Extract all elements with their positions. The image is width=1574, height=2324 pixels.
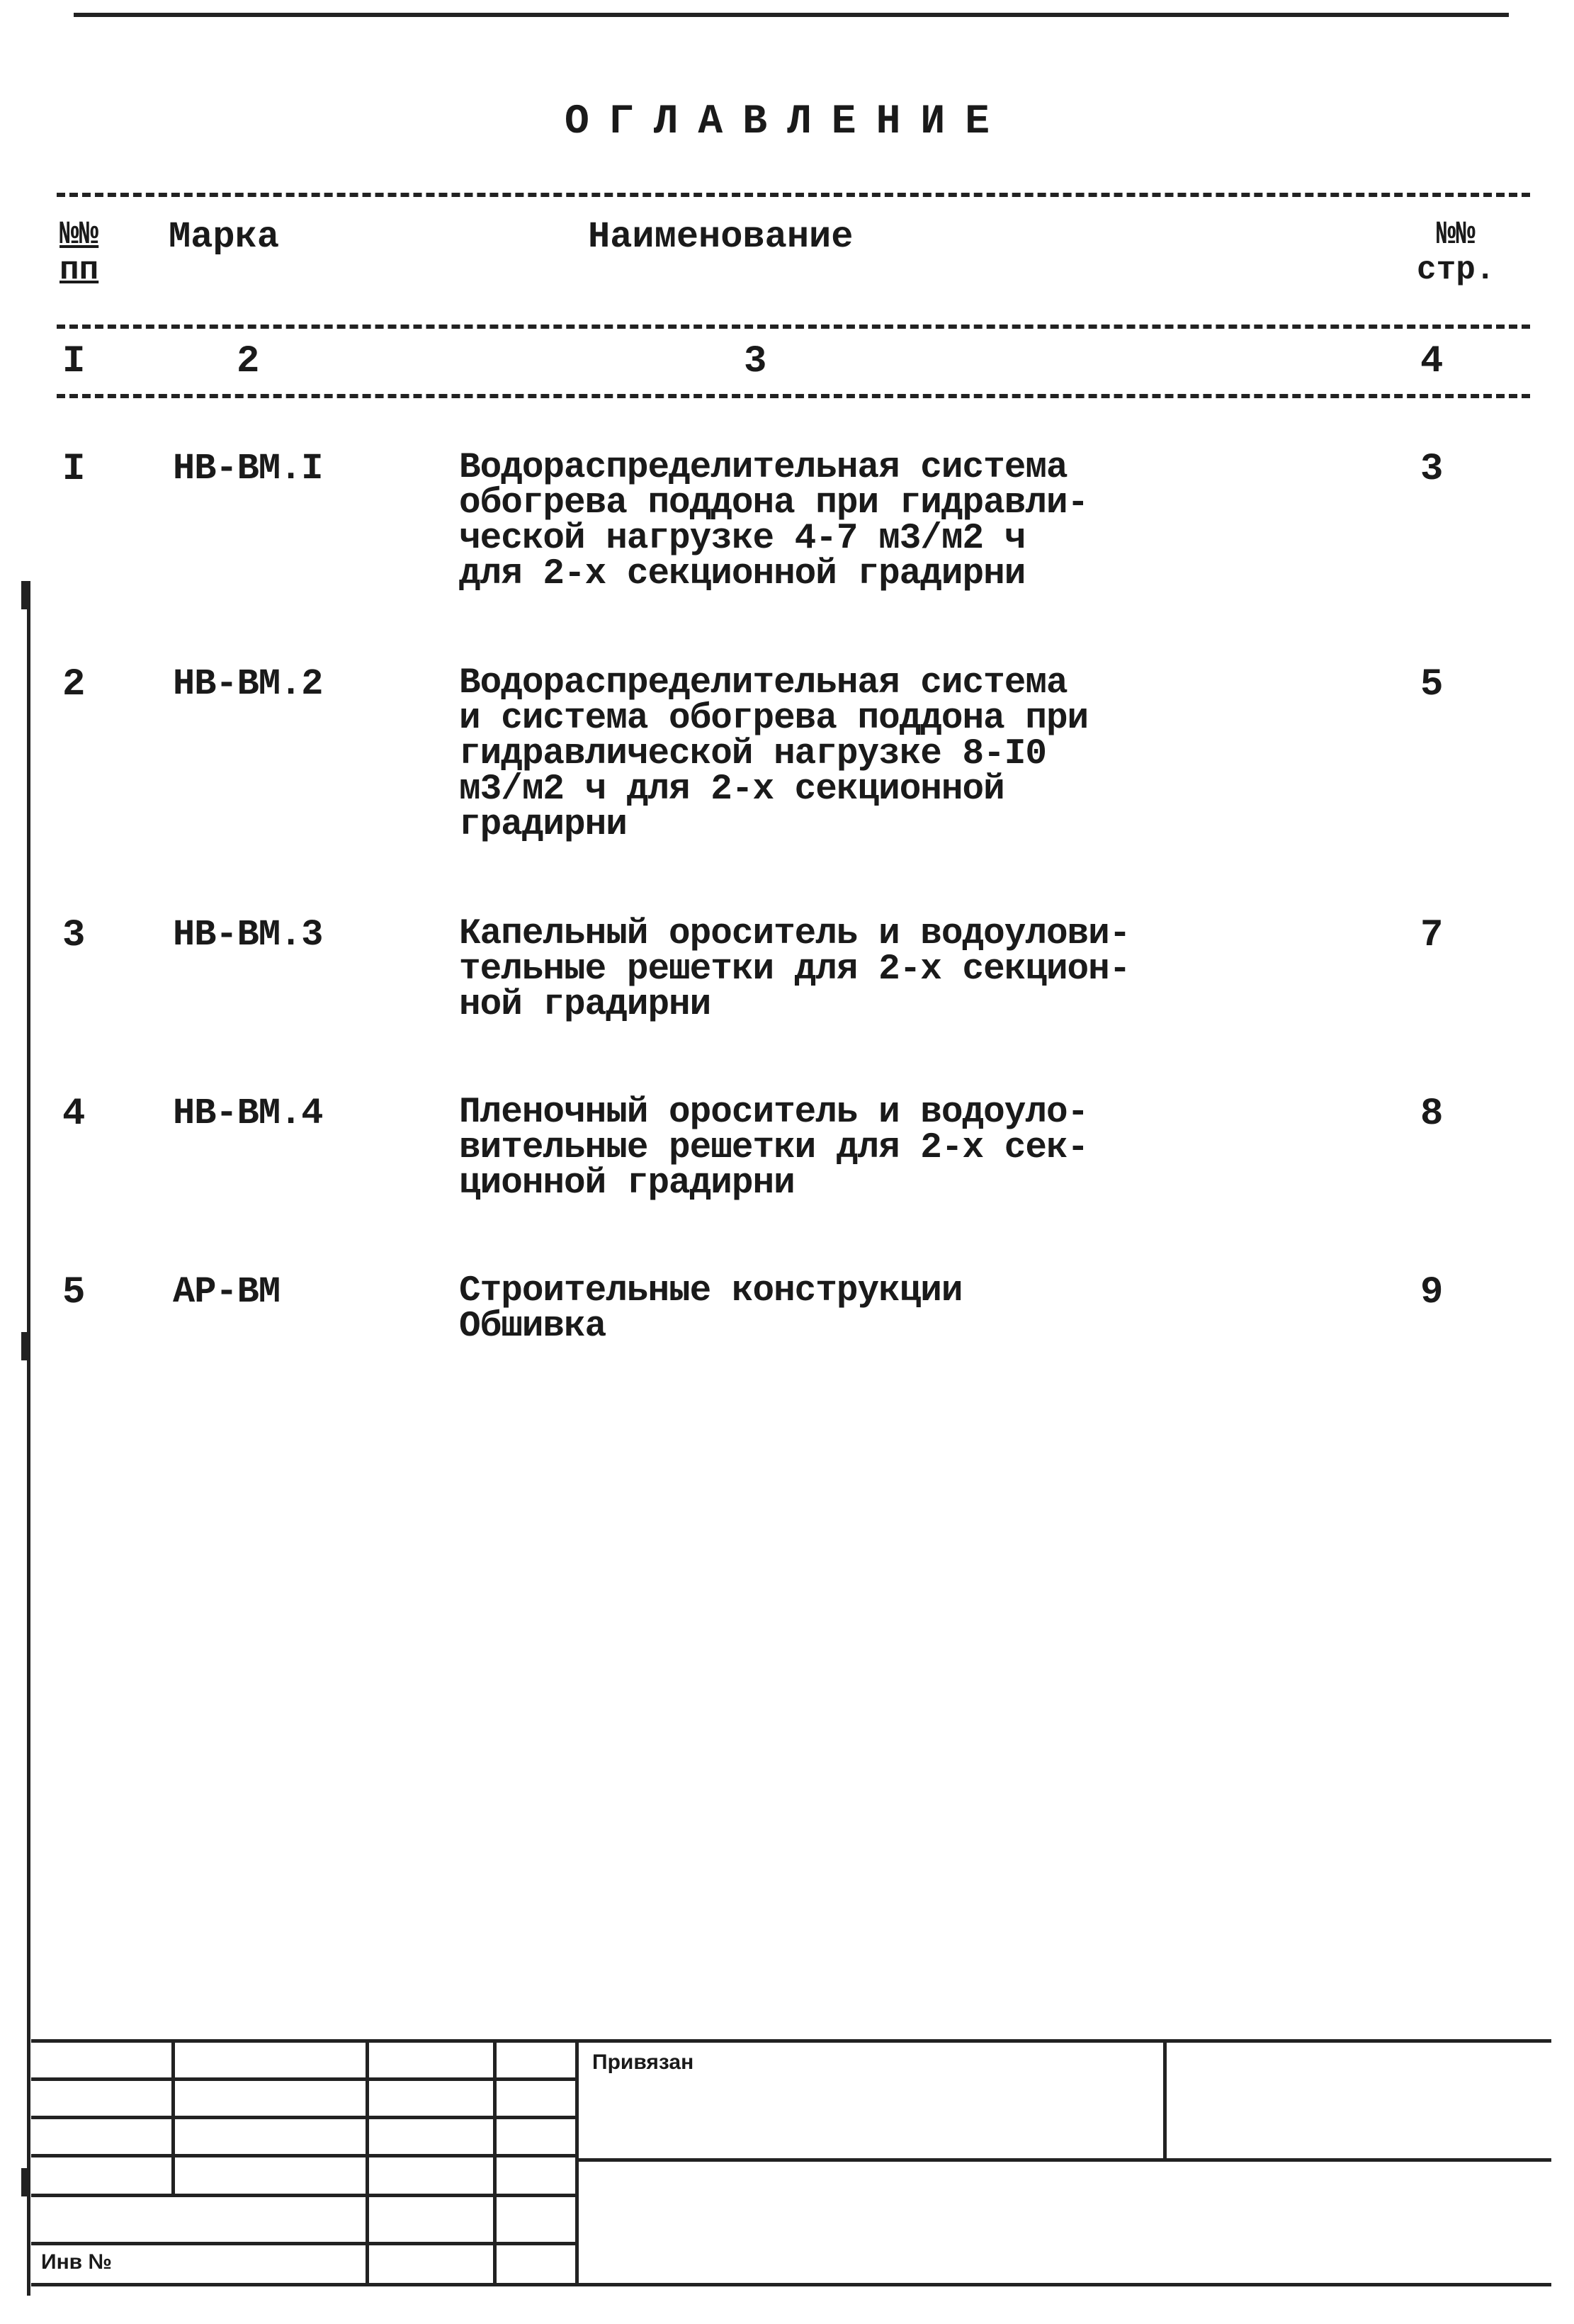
- page-title: ОГЛАВЛЕНИЕ: [564, 99, 1010, 145]
- row-number: I: [62, 448, 86, 491]
- column-number-1: I: [62, 340, 86, 383]
- header-col-page: №№ стр.: [1417, 216, 1495, 288]
- row-page: 5: [1420, 663, 1444, 706]
- margin-tick: [21, 1332, 28, 1360]
- row-page: 7: [1420, 914, 1444, 957]
- stamp-line: [493, 2039, 497, 2284]
- stamp-inv-label: Инв №: [41, 2250, 112, 2274]
- dashed-rule: [57, 325, 1530, 329]
- row-mark: НВ-ВМ.3: [173, 914, 323, 956]
- stamp-line: [366, 2039, 369, 2284]
- margin-tick: [21, 581, 28, 609]
- row-mark: АР-ВМ: [173, 1271, 281, 1313]
- row-number: 2: [62, 663, 86, 706]
- row-mark: НВ-ВМ.4: [173, 1093, 323, 1134]
- stamp-line: [171, 2039, 175, 2196]
- row-name: Водораспределительная система обогрева поддона при гидравли- ческой нагрузке 4-7 м3/м2 ч для 2-х секционной градирни: [459, 448, 1089, 594]
- row-name: Водораспределительная система и система обогрева поддона при гидравлической нагрузке 8-I0 м3/м2 ч для 2-х секционной градирни: [459, 663, 1089, 845]
- stamp-privyazan-label: Привязан: [592, 2051, 694, 2074]
- header-col-num: №№ пп: [60, 216, 99, 288]
- row-page: 9: [1420, 1271, 1444, 1314]
- column-number-4: 4: [1420, 340, 1444, 383]
- dashed-rule: [57, 193, 1530, 197]
- stamp-line: [575, 2039, 579, 2284]
- stamp-line: [31, 2039, 1551, 2043]
- left-margin-border: [27, 581, 30, 2296]
- header-col-mark: Марка: [169, 216, 280, 258]
- stamp-line: [31, 2283, 1551, 2286]
- top-rule: [74, 13, 1509, 17]
- header-col-name: Наименование: [588, 216, 854, 258]
- row-mark: НВ-ВМ.2: [173, 663, 323, 705]
- row-name: Пленочный ороситель и водоуло- вительные решетки для 2-х сек- ционной градирни: [459, 1093, 1089, 1204]
- row-mark: НВ-ВМ.I: [173, 448, 323, 490]
- stamp-line: [578, 2158, 1551, 2162]
- row-number: 3: [62, 914, 86, 957]
- stamp-line: [1163, 2039, 1167, 2161]
- column-number-3: 3: [744, 340, 767, 383]
- row-page: 8: [1420, 1093, 1444, 1136]
- row-number: 5: [62, 1271, 86, 1314]
- row-name: Строительные конструкции Обшивка: [459, 1271, 963, 1347]
- column-number-2: 2: [237, 340, 260, 383]
- row-name: Капельный ороситель и водоулови- тельные решетки для 2-х секцион- ной градирни: [459, 914, 1131, 1025]
- dashed-rule: [57, 394, 1530, 398]
- row-page: 3: [1420, 448, 1444, 491]
- row-number: 4: [62, 1093, 86, 1136]
- margin-tick: [21, 2168, 28, 2196]
